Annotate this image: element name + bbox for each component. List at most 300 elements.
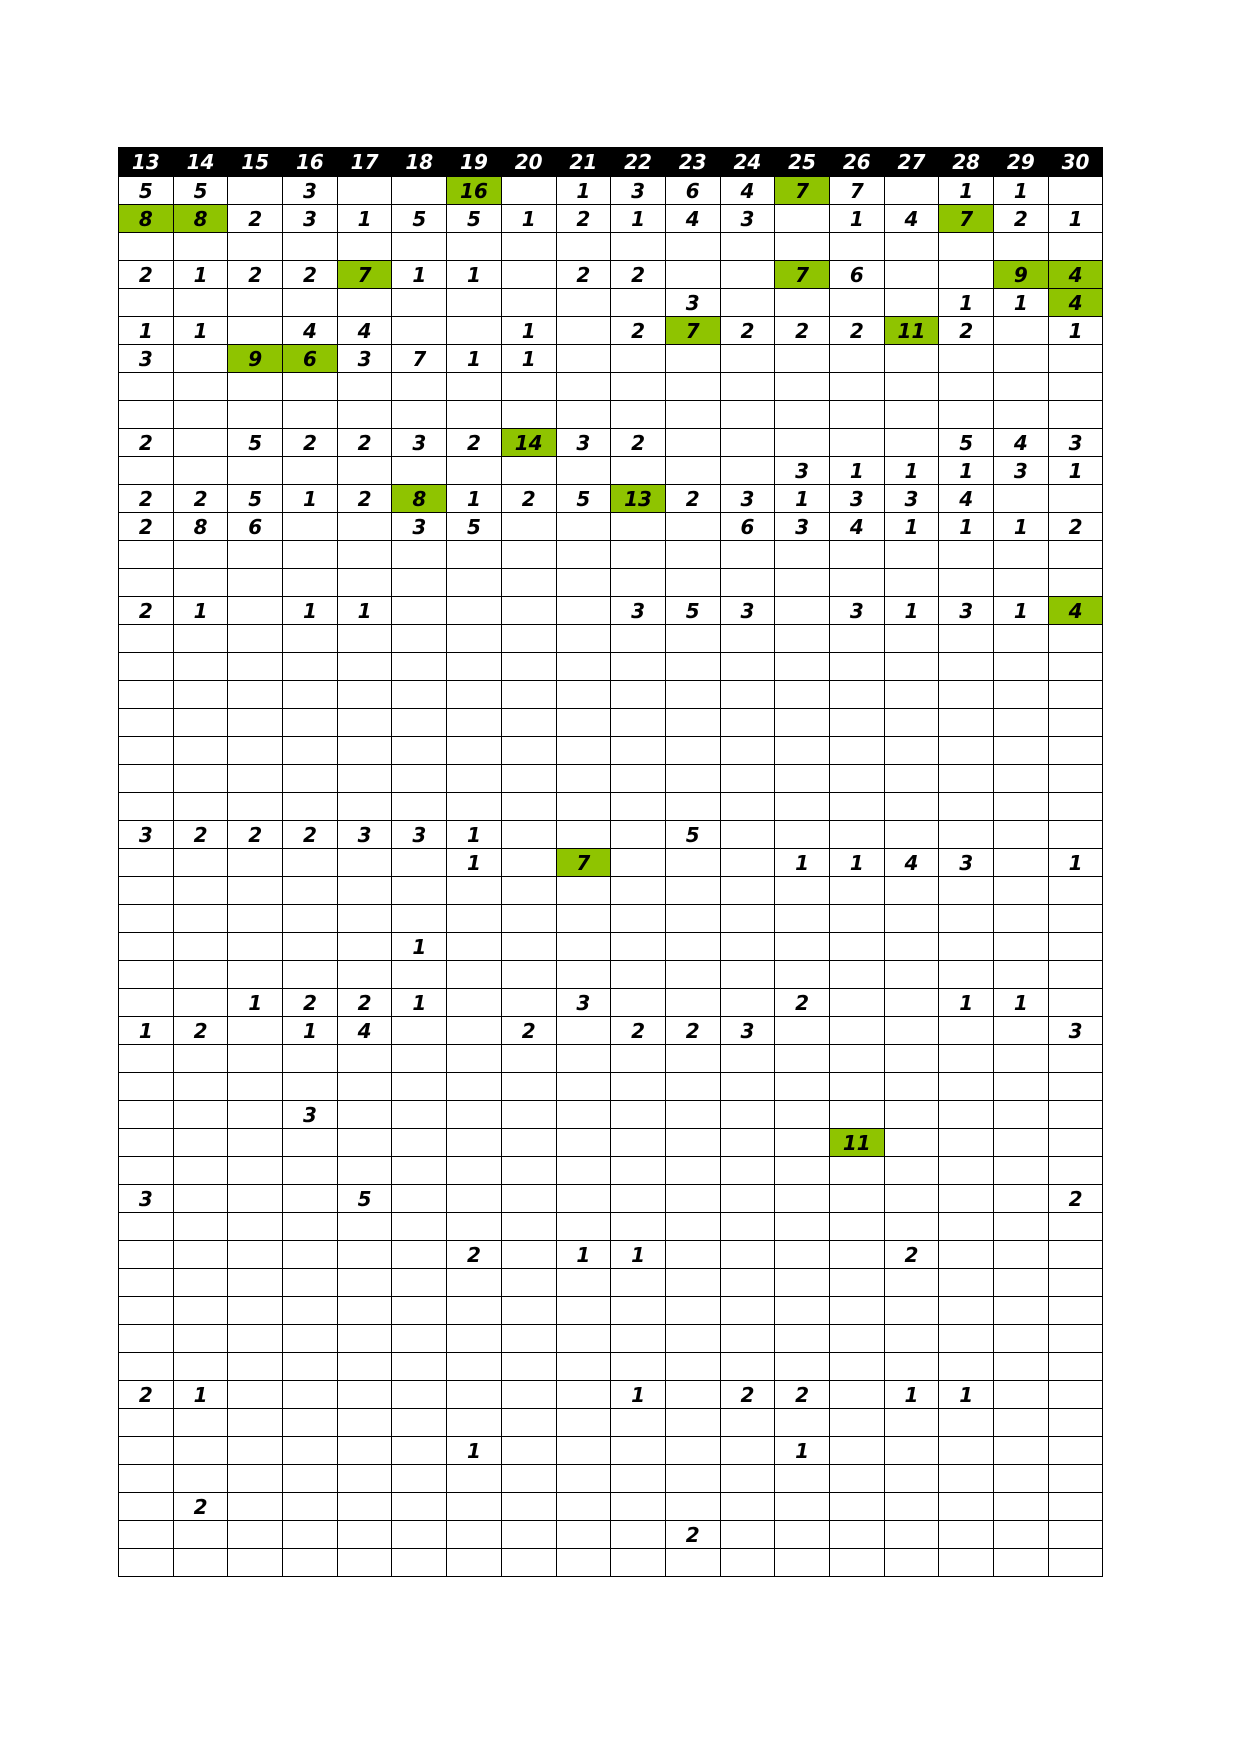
table-cell [228, 849, 283, 877]
table-cell [173, 933, 228, 961]
table-row [119, 1353, 1103, 1381]
table-cell [447, 569, 502, 597]
table-cell: 2 [337, 485, 392, 513]
column-header: 25 [775, 148, 830, 177]
table-cell [283, 653, 338, 681]
table-cell [611, 1353, 666, 1381]
table-cell: 1 [283, 1017, 338, 1045]
table-cell [173, 1465, 228, 1493]
table-cell [775, 1297, 830, 1325]
table-cell: 5 [119, 177, 174, 205]
table-cell [829, 289, 884, 317]
table-cell [829, 793, 884, 821]
table-cell [337, 177, 392, 205]
table-cell [665, 1269, 720, 1297]
table-cell [1048, 737, 1103, 765]
header-row [119, 148, 1103, 177]
table-cell [119, 1101, 174, 1129]
table-cell [665, 1437, 720, 1465]
table-cell [884, 961, 939, 989]
table-cell [501, 933, 556, 961]
table-cell [1048, 877, 1103, 905]
table-cell: 3 [1048, 1017, 1103, 1045]
table-cell [228, 905, 283, 933]
table-cell [337, 1157, 392, 1185]
table-cell [665, 1045, 720, 1073]
table-cell [337, 1073, 392, 1101]
table-cell [173, 457, 228, 485]
table-cell [1048, 793, 1103, 821]
table-cell [228, 1185, 283, 1213]
table-cell [501, 989, 556, 1017]
table-cell: 2 [556, 205, 611, 233]
table-cell [501, 569, 556, 597]
table-cell [447, 1353, 502, 1381]
table-cell [829, 1101, 884, 1129]
table-cell [501, 177, 556, 205]
table-cell [556, 541, 611, 569]
table-cell: 3 [392, 429, 447, 457]
table-cell [611, 401, 666, 429]
table-cell [1048, 1465, 1103, 1493]
column-header: 17 [337, 148, 392, 177]
table-row [119, 177, 1103, 205]
table-cell [720, 961, 775, 989]
table-cell [119, 933, 174, 961]
table-cell [392, 1101, 447, 1129]
table-cell [283, 1269, 338, 1297]
table-cell [829, 569, 884, 597]
table-cell [939, 709, 994, 737]
table-row [119, 597, 1103, 625]
table-cell [939, 233, 994, 261]
column-header: 13 [119, 148, 174, 177]
table-cell: 5 [392, 205, 447, 233]
table-cell [447, 933, 502, 961]
table-cell [829, 1157, 884, 1185]
table-cell: 2 [501, 485, 556, 513]
highlighted-cell: 4 [1048, 597, 1103, 625]
table-row [119, 681, 1103, 709]
table-cell: 3 [720, 485, 775, 513]
table-cell [994, 317, 1049, 345]
table-cell [994, 1409, 1049, 1437]
table-cell: 2 [228, 205, 283, 233]
table-cell [447, 737, 502, 765]
table-cell [447, 541, 502, 569]
table-cell [392, 709, 447, 737]
table-cell [829, 681, 884, 709]
table-cell [665, 1241, 720, 1269]
table-cell [392, 1017, 447, 1045]
table-cell [994, 933, 1049, 961]
table-cell [556, 933, 611, 961]
table-cell [939, 1353, 994, 1381]
table-cell [447, 373, 502, 401]
table-cell [228, 569, 283, 597]
table-cell [337, 1353, 392, 1381]
highlighted-cell: 7 [337, 261, 392, 289]
table-cell [119, 1437, 174, 1465]
table-cell [665, 1409, 720, 1437]
table-cell [556, 597, 611, 625]
table-cell [501, 709, 556, 737]
table-row [119, 1157, 1103, 1185]
table-cell [556, 821, 611, 849]
table-cell [1048, 1213, 1103, 1241]
table-cell [173, 1409, 228, 1437]
table-cell: 3 [283, 1101, 338, 1129]
table-cell [720, 1129, 775, 1157]
table-cell: 5 [228, 429, 283, 457]
table-row [119, 1129, 1103, 1157]
table-cell: 1 [556, 1241, 611, 1269]
table-cell [939, 1437, 994, 1465]
table-cell [939, 765, 994, 793]
table-cell [720, 1409, 775, 1437]
table-cell [829, 1521, 884, 1549]
table-cell [829, 1353, 884, 1381]
table-row [119, 1521, 1103, 1549]
table-cell [829, 1213, 884, 1241]
table-cell: 2 [720, 317, 775, 345]
table-cell [119, 1073, 174, 1101]
table-cell [556, 905, 611, 933]
table-cell [501, 1185, 556, 1213]
table-cell [884, 1073, 939, 1101]
table-cell [720, 933, 775, 961]
table-cell [392, 317, 447, 345]
table-cell [884, 1521, 939, 1549]
table-cell [775, 821, 830, 849]
table-cell [775, 1409, 830, 1437]
table-cell [501, 1521, 556, 1549]
column-header: 27 [884, 148, 939, 177]
table-cell: 1 [884, 1381, 939, 1409]
table-cell [501, 625, 556, 653]
table-cell [501, 1241, 556, 1269]
table-cell [283, 233, 338, 261]
table-cell [228, 653, 283, 681]
table-cell: 1 [173, 317, 228, 345]
table-cell [283, 1325, 338, 1353]
table-cell [994, 1017, 1049, 1045]
highlighted-cell: 7 [939, 205, 994, 233]
table-cell: 4 [283, 317, 338, 345]
table-cell [556, 401, 611, 429]
table-cell [447, 1521, 502, 1549]
table-cell [173, 1073, 228, 1101]
table-cell [939, 1465, 994, 1493]
table-cell [228, 1521, 283, 1549]
table-cell [611, 1213, 666, 1241]
table-cell: 2 [1048, 1185, 1103, 1213]
table-cell: 2 [119, 1381, 174, 1409]
table-cell [939, 1045, 994, 1073]
table-cell [173, 345, 228, 373]
table-cell [337, 1045, 392, 1073]
table-cell [829, 1409, 884, 1437]
table-cell [173, 625, 228, 653]
table-cell [611, 1325, 666, 1353]
table-cell [994, 961, 1049, 989]
table-cell [884, 1465, 939, 1493]
table-cell [665, 1213, 720, 1241]
table-cell [173, 737, 228, 765]
table-cell [665, 345, 720, 373]
table-cell [720, 653, 775, 681]
table-cell [611, 1045, 666, 1073]
table-cell [720, 289, 775, 317]
table-cell [173, 709, 228, 737]
table-cell [829, 1241, 884, 1269]
table-cell [228, 1353, 283, 1381]
highlighted-cell: 7 [665, 317, 720, 345]
table-row [119, 653, 1103, 681]
table-cell [994, 1493, 1049, 1521]
table-cell [994, 345, 1049, 373]
table-cell [119, 905, 174, 933]
table-cell: 2 [556, 261, 611, 289]
table-cell [228, 233, 283, 261]
table-cell [1048, 1297, 1103, 1325]
table-cell [283, 1409, 338, 1437]
table-cell: 1 [994, 177, 1049, 205]
table-cell: 1 [283, 597, 338, 625]
table-cell [173, 905, 228, 933]
table-cell [337, 1549, 392, 1577]
table-cell: 1 [775, 485, 830, 513]
table-cell [829, 933, 884, 961]
table-cell [720, 1185, 775, 1213]
table-cell: 1 [283, 485, 338, 513]
table-cell [119, 1521, 174, 1549]
table-cell [337, 1409, 392, 1437]
table-cell [775, 1185, 830, 1213]
table-row [119, 513, 1103, 541]
table-cell [283, 289, 338, 317]
table-row [119, 429, 1103, 457]
table-cell [501, 1269, 556, 1297]
table-cell [720, 401, 775, 429]
table-cell [775, 737, 830, 765]
table-cell [337, 1101, 392, 1129]
table-cell: 1 [939, 457, 994, 485]
table-cell: 6 [665, 177, 720, 205]
table-cell [720, 1465, 775, 1493]
highlighted-cell: 14 [501, 429, 556, 457]
table-row [119, 1185, 1103, 1213]
table-cell [119, 1493, 174, 1521]
table-cell [228, 681, 283, 709]
table-cell [720, 1241, 775, 1269]
table-cell [447, 1381, 502, 1409]
table-cell [939, 653, 994, 681]
table-cell [228, 1101, 283, 1129]
table-cell [611, 1185, 666, 1213]
table-cell [994, 1101, 1049, 1129]
table-cell [119, 289, 174, 317]
table-cell [775, 905, 830, 933]
table-cell [994, 681, 1049, 709]
table-cell [501, 1157, 556, 1185]
table-cell [392, 289, 447, 317]
table-cell [775, 1493, 830, 1521]
table-cell [337, 289, 392, 317]
table-row [119, 821, 1103, 849]
table-cell [775, 1101, 830, 1129]
table-cell [720, 1045, 775, 1073]
table-cell [994, 821, 1049, 849]
table-cell [720, 793, 775, 821]
table-cell [720, 1101, 775, 1129]
table-cell [283, 1297, 338, 1325]
table-cell [1048, 1493, 1103, 1521]
table-cell [447, 877, 502, 905]
table-row [119, 793, 1103, 821]
table-cell [775, 1325, 830, 1353]
table-row [119, 1073, 1103, 1101]
table-cell [939, 401, 994, 429]
table-row [119, 877, 1103, 905]
table-cell [392, 653, 447, 681]
table-cell [939, 1213, 994, 1241]
table-cell [337, 793, 392, 821]
table-cell [556, 1437, 611, 1465]
table-cell [720, 1213, 775, 1241]
table-cell [283, 1045, 338, 1073]
table-cell [119, 1297, 174, 1325]
table-cell [665, 905, 720, 933]
table-cell: 4 [337, 317, 392, 345]
table-cell: 1 [1048, 205, 1103, 233]
column-header: 15 [228, 148, 283, 177]
table-cell [665, 653, 720, 681]
table-cell [119, 681, 174, 709]
table-cell [939, 1521, 994, 1549]
column-header: 18 [392, 148, 447, 177]
table-cell [173, 1353, 228, 1381]
table-cell [556, 1017, 611, 1045]
table-cell [501, 1325, 556, 1353]
table-cell: 2 [173, 821, 228, 849]
table-cell: 1 [829, 457, 884, 485]
table-cell: 5 [447, 513, 502, 541]
table-cell [884, 261, 939, 289]
table-cell [228, 401, 283, 429]
table-cell: 5 [337, 1185, 392, 1213]
table-cell [119, 709, 174, 737]
table-row [119, 1213, 1103, 1241]
table-cell [501, 1381, 556, 1409]
table-cell [884, 1325, 939, 1353]
table-row [119, 373, 1103, 401]
table-cell: 3 [939, 597, 994, 625]
table-cell [283, 1353, 338, 1381]
table-cell [665, 681, 720, 709]
table-cell [447, 709, 502, 737]
table-cell [392, 597, 447, 625]
table-cell [665, 709, 720, 737]
table-cell: 1 [1048, 317, 1103, 345]
table-cell [228, 793, 283, 821]
table-cell [283, 569, 338, 597]
table-cell [119, 961, 174, 989]
table-cell [1048, 1101, 1103, 1129]
table-cell [1048, 1129, 1103, 1157]
table-cell [392, 1157, 447, 1185]
table-cell [173, 877, 228, 905]
table-cell [939, 1101, 994, 1129]
table-cell [283, 541, 338, 569]
table-row [119, 737, 1103, 765]
table-cell [501, 457, 556, 485]
table-cell [611, 793, 666, 821]
table-cell [829, 625, 884, 653]
table-cell [994, 1073, 1049, 1101]
table-cell [228, 1045, 283, 1073]
table-cell [939, 1241, 994, 1269]
table-row [119, 1409, 1103, 1437]
table-cell: 2 [447, 1241, 502, 1269]
table-cell [665, 1073, 720, 1101]
table-cell [611, 569, 666, 597]
table-cell [283, 1465, 338, 1493]
table-cell [173, 1241, 228, 1269]
table-cell [1048, 401, 1103, 429]
table-cell [939, 1409, 994, 1437]
table-cell [392, 1353, 447, 1381]
table-cell [447, 289, 502, 317]
table-cell [1048, 1325, 1103, 1353]
table-cell [337, 1297, 392, 1325]
table-row [119, 1381, 1103, 1409]
table-cell: 2 [119, 261, 174, 289]
highlighted-cell: 11 [829, 1129, 884, 1157]
table-cell [884, 1101, 939, 1129]
column-header: 14 [173, 148, 228, 177]
table-cell [228, 1157, 283, 1185]
table-cell [775, 1521, 830, 1549]
table-cell [119, 989, 174, 1017]
table-cell [283, 1241, 338, 1269]
highlighted-cell: 13 [611, 485, 666, 513]
table-cell [501, 1101, 556, 1129]
table-cell [447, 597, 502, 625]
table-cell [447, 457, 502, 485]
table-cell [939, 541, 994, 569]
table-cell [665, 1353, 720, 1381]
table-cell [501, 513, 556, 541]
table-cell [720, 905, 775, 933]
table-cell [392, 1269, 447, 1297]
table-cell [611, 1297, 666, 1325]
table-cell: 1 [392, 989, 447, 1017]
table-cell [611, 541, 666, 569]
table-cell: 2 [337, 429, 392, 457]
table-cell [447, 1045, 502, 1073]
table-cell [556, 569, 611, 597]
table-cell [720, 989, 775, 1017]
column-header: 22 [611, 148, 666, 177]
column-header: 24 [720, 148, 775, 177]
table-cell: 5 [447, 205, 502, 233]
table-cell [501, 1213, 556, 1241]
table-cell [884, 821, 939, 849]
table-cell [720, 877, 775, 905]
table-cell [173, 401, 228, 429]
table-cell [720, 1325, 775, 1353]
